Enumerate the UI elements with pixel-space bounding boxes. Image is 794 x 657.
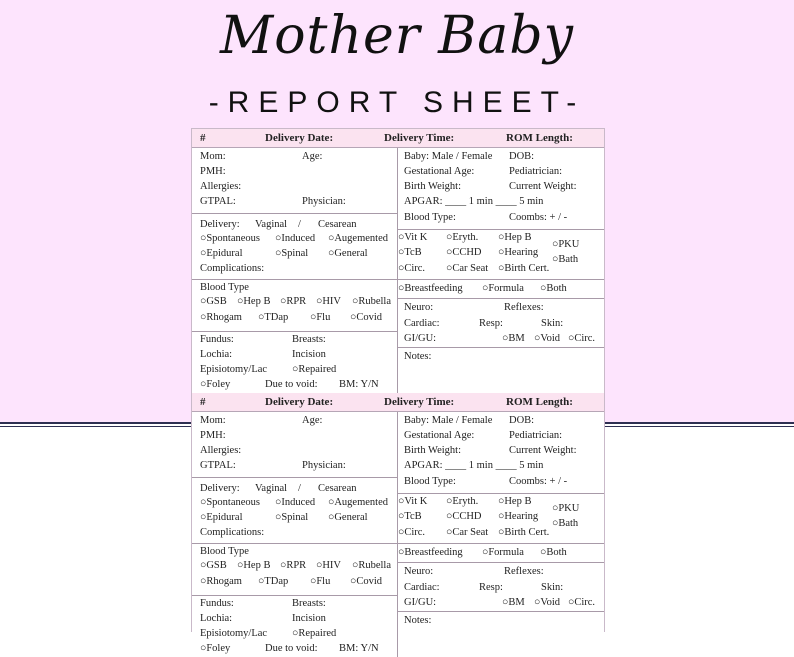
checkbox-spontaneous[interactable]: ○Spontaneous <box>200 497 261 508</box>
birth-cert-label: Birth Cert. <box>504 263 550 274</box>
slash-label: / <box>298 219 301 230</box>
pmh-label: PMH: <box>200 166 226 177</box>
vitk-label: Vit K <box>404 232 428 243</box>
epidural-label: Epidural <box>206 512 243 523</box>
vaginal-label: Vaginal <box>255 483 288 494</box>
tcb-label: TcB <box>404 247 422 258</box>
baby-sex-label: Baby: Male / Female <box>404 151 493 162</box>
bm-label: BM <box>508 597 525 608</box>
checkbox-birth-cert[interactable]: ○Birth Cert. <box>498 527 550 538</box>
checkbox-eryth[interactable]: ○Eryth. <box>446 232 479 243</box>
neuro-label: Neuro: <box>404 566 434 577</box>
eryth-label: Eryth. <box>452 232 479 243</box>
report-sheet <box>191 128 605 654</box>
checkbox-cchd[interactable]: ○CCHD <box>446 247 482 258</box>
spinal-label: Spinal <box>281 248 309 259</box>
checkbox-bath[interactable]: ○Bath <box>552 518 579 529</box>
title-report-sheet: -REPORT SHEET- <box>208 86 586 119</box>
both-label: Both <box>546 547 567 558</box>
coombs-label: Coombs: + / - <box>509 476 568 487</box>
cchd-label: CCHD <box>452 247 482 258</box>
allergies-label: Allergies: <box>200 445 242 456</box>
header-rom-length: ROM Length: <box>506 132 573 144</box>
header-rom-length: ROM Length: <box>506 396 573 408</box>
rpr-label: RPR <box>286 296 307 307</box>
lochia-label: Lochia: <box>200 613 233 624</box>
form-header <box>192 393 604 412</box>
formula-label: Formula <box>488 547 524 558</box>
checkbox-rpr[interactable]: ○RPR <box>280 296 307 307</box>
circ-label: Circ. <box>404 527 426 538</box>
repaired-label: Repaired <box>298 628 337 639</box>
breastfeeding-label: Breastfeeding <box>404 547 463 558</box>
vaginal-label: Vaginal <box>255 219 288 230</box>
cesarean-label: Cesarean <box>318 219 357 230</box>
checkbox-both[interactable]: ○Both <box>540 283 567 294</box>
checkbox-epidural[interactable]: ○Epidural <box>200 512 243 523</box>
mom-column <box>200 412 396 657</box>
checkbox-hiv[interactable]: ○HIV <box>316 296 342 307</box>
mom-label: Mom: <box>200 415 226 426</box>
induced-label: Induced <box>281 233 316 244</box>
hepb-label: Hep B <box>243 560 271 571</box>
checkbox-rpr[interactable]: ○RPR <box>280 560 307 571</box>
checkbox-breastfeeding[interactable]: ○Breastfeeding <box>398 283 463 294</box>
void-label: Void <box>540 597 560 608</box>
blood-type-label: Blood Type <box>200 282 249 293</box>
current-weight-label: Current Weight: <box>509 181 577 192</box>
physician-label: Physician: <box>302 196 346 207</box>
hepb-label: Hep B <box>243 296 271 307</box>
checkbox-circ-gigu[interactable]: ○Circ. <box>568 333 596 344</box>
covid-label: Covid <box>356 576 383 587</box>
tcb-label: TcB <box>404 511 422 522</box>
reflexes-label: Reflexes: <box>504 302 544 313</box>
gtpal-label: GTPAL: <box>200 196 236 207</box>
general-label: General <box>334 248 368 259</box>
gigu-label: GI/GU: <box>404 597 437 608</box>
checkbox-tcb[interactable]: ○TcB <box>398 247 422 258</box>
checkbox-foley[interactable]: ○Foley <box>200 379 231 390</box>
checkbox-vitk[interactable]: ○Vit K <box>398 496 428 507</box>
gsb-label: GSB <box>206 560 227 571</box>
checkbox-circ[interactable]: ○Circ. <box>398 263 426 274</box>
spinal-label: Spinal <box>281 512 309 523</box>
checkbox-repaired[interactable]: ○Repaired <box>292 628 337 639</box>
eryth-label: Eryth. <box>452 496 479 507</box>
flu-label: Flu <box>316 576 331 587</box>
rubella-label: Rubella <box>358 296 392 307</box>
induced-label: Induced <box>281 497 316 508</box>
formula-label: Formula <box>488 283 524 294</box>
car-seat-label: Car Seat <box>452 263 489 274</box>
slash-label: / <box>298 483 301 494</box>
apgar-label: APGAR: ____ 1 min ____ 5 min <box>404 460 544 471</box>
circ-label: Circ. <box>404 263 426 274</box>
checkbox-bath[interactable]: ○Bath <box>552 254 579 265</box>
due-to-void-label: Due to void: <box>265 643 318 654</box>
report-form-1 <box>192 129 604 393</box>
checkbox-covid[interactable]: ○Covid <box>350 312 383 323</box>
checkbox-pku[interactable]: ○PKU <box>552 503 580 514</box>
gigu-label: GI/GU: <box>404 333 437 344</box>
birth-weight-label: Birth Weight: <box>404 445 462 456</box>
checkbox-rubella[interactable]: ○Rubella <box>352 296 392 307</box>
episiotomy-label: Episiotomy/Lac <box>200 628 268 639</box>
apgar-label: APGAR: ____ 1 min ____ 5 min <box>404 196 544 207</box>
baby-blood-type-label: Blood Type: <box>404 212 456 223</box>
episiotomy-label: Episiotomy/Lac <box>200 364 268 375</box>
pku-label: PKU <box>558 503 580 514</box>
current-weight-label: Current Weight: <box>509 445 577 456</box>
tdap-label: TDap <box>264 312 289 323</box>
epidural-label: Epidural <box>206 248 243 259</box>
flu-label: Flu <box>316 312 331 323</box>
header-delivery-time: Delivery Time: <box>384 132 455 144</box>
breasts-label: Breasts: <box>292 598 326 609</box>
checkbox-epidural[interactable]: ○Epidural <box>200 248 243 259</box>
reflexes-label: Reflexes: <box>504 566 544 577</box>
checkbox-hearing[interactable]: ○Hearing <box>498 511 539 522</box>
tdap-label: TDap <box>264 576 289 587</box>
age-label: Age: <box>302 415 323 426</box>
breastfeeding-label: Breastfeeding <box>404 283 463 294</box>
baby-blood-type-label: Blood Type: <box>404 476 456 487</box>
header-number: # <box>200 132 206 144</box>
checkbox-tdap[interactable]: ○TDap <box>258 312 289 323</box>
hiv-label: HIV <box>322 560 342 571</box>
hearing-label: Hearing <box>504 247 539 258</box>
checkbox-vitk[interactable]: ○Vit K <box>398 232 428 243</box>
checkbox-general[interactable]: ○General <box>328 248 368 259</box>
complications-label: Complications: <box>200 527 265 538</box>
hepb-baby-label: Hep B <box>504 496 532 507</box>
rpr-label: RPR <box>286 560 307 571</box>
circ-gigu-label: Circ. <box>574 597 596 608</box>
notes-label: Notes: <box>404 615 432 626</box>
spontaneous-label: Spontaneous <box>206 233 261 244</box>
bm-yn-label: BM: Y/N <box>339 643 379 654</box>
notes-label: Notes: <box>404 351 432 362</box>
checkbox-covid[interactable]: ○Covid <box>350 576 383 587</box>
baby-column <box>398 412 602 657</box>
checkbox-tcb[interactable]: ○TcB <box>398 511 422 522</box>
checkbox-rhogam[interactable]: ○Rhogam <box>200 576 242 587</box>
augemented-label: Augemented <box>334 233 388 244</box>
checkbox-bm[interactable]: ○BM <box>502 597 525 608</box>
resp-label: Resp: <box>479 582 503 593</box>
checkbox-car-seat[interactable]: ○Car Seat <box>446 527 489 538</box>
fundus-label: Fundus: <box>200 598 234 609</box>
mom-column <box>200 148 396 393</box>
checkbox-hiv[interactable]: ○HIV <box>316 560 342 571</box>
gsb-label: GSB <box>206 296 227 307</box>
bm-yn-label: BM: Y/N <box>339 379 379 390</box>
gestational-age-label: Gestational Age: <box>404 166 475 177</box>
dob-label: DOB: <box>509 151 535 162</box>
checkbox-induced[interactable]: ○Induced <box>275 233 316 244</box>
checkbox-general[interactable]: ○General <box>328 512 368 523</box>
general-label: General <box>334 512 368 523</box>
checkbox-repaired[interactable]: ○Repaired <box>292 364 337 375</box>
neuro-label: Neuro: <box>404 302 434 313</box>
checkbox-circ[interactable]: ○Circ. <box>398 527 426 538</box>
checkbox-void[interactable]: ○Void <box>534 597 560 608</box>
checkbox-breastfeeding[interactable]: ○Breastfeeding <box>398 547 463 558</box>
covid-label: Covid <box>356 312 383 323</box>
pmh-label: PMH: <box>200 430 226 441</box>
rhogam-label: Rhogam <box>206 312 242 323</box>
hiv-label: HIV <box>322 296 342 307</box>
delivery-label: Delivery: <box>200 483 240 494</box>
checkbox-hepb-baby[interactable]: ○Hep B <box>498 232 532 243</box>
checkbox-induced[interactable]: ○Induced <box>275 497 316 508</box>
incision-label: Incision <box>292 613 326 624</box>
augemented-label: Augemented <box>334 497 388 508</box>
checkbox-spinal[interactable]: ○Spinal <box>275 512 309 523</box>
pku-label: PKU <box>558 239 580 250</box>
resp-label: Resp: <box>479 318 503 329</box>
birth-weight-label: Birth Weight: <box>404 181 462 192</box>
mom-label: Mom: <box>200 151 226 162</box>
skin-label: Skin: <box>541 582 564 593</box>
rubella-label: Rubella <box>358 560 392 571</box>
hearing-label: Hearing <box>504 511 539 522</box>
repaired-label: Repaired <box>298 364 337 375</box>
skin-label: Skin: <box>541 318 564 329</box>
gestational-age-label: Gestational Age: <box>404 430 475 441</box>
checkbox-eryth[interactable]: ○Eryth. <box>446 496 479 507</box>
pediatrician-label: Pediatrician: <box>509 430 563 441</box>
pediatrician-label: Pediatrician: <box>509 166 563 177</box>
checkbox-formula[interactable]: ○Formula <box>482 283 524 294</box>
header-delivery-date: Delivery Date: <box>265 396 334 408</box>
checkbox-foley[interactable]: ○Foley <box>200 643 231 654</box>
checkbox-hepb[interactable]: ○Hep B <box>237 296 271 307</box>
checkbox-birth-cert[interactable]: ○Birth Cert. <box>498 263 550 274</box>
breasts-label: Breasts: <box>292 334 326 345</box>
birth-cert-label: Birth Cert. <box>504 527 550 538</box>
delivery-label: Delivery: <box>200 219 240 230</box>
checkbox-void[interactable]: ○Void <box>534 333 560 344</box>
checkbox-rhogam[interactable]: ○Rhogam <box>200 312 242 323</box>
checkbox-car-seat[interactable]: ○Car Seat <box>446 263 489 274</box>
age-label: Age: <box>302 151 323 162</box>
spontaneous-label: Spontaneous <box>206 497 261 508</box>
checkbox-spontaneous[interactable]: ○Spontaneous <box>200 233 261 244</box>
header-delivery-date: Delivery Date: <box>265 132 334 144</box>
gtpal-label: GTPAL: <box>200 460 236 471</box>
checkbox-cchd[interactable]: ○CCHD <box>446 511 482 522</box>
physician-label: Physician: <box>302 460 346 471</box>
circ-gigu-label: Circ. <box>574 333 596 344</box>
foley-label: Foley <box>206 379 231 390</box>
checkbox-augemented[interactable]: ○Augemented <box>328 497 388 508</box>
rhogam-label: Rhogam <box>206 576 242 587</box>
checkbox-both[interactable]: ○Both <box>540 547 567 558</box>
bath-label: Bath <box>558 518 579 529</box>
checkbox-hearing[interactable]: ○Hearing <box>498 247 539 258</box>
checkbox-formula[interactable]: ○Formula <box>482 547 524 558</box>
checkbox-spinal[interactable]: ○Spinal <box>275 248 309 259</box>
hepb-baby-label: Hep B <box>504 232 532 243</box>
checkbox-hepb[interactable]: ○Hep B <box>237 560 271 571</box>
checkbox-augemented[interactable]: ○Augemented <box>328 233 388 244</box>
bath-label: Bath <box>558 254 579 265</box>
checkbox-gsb[interactable]: ○GSB <box>200 296 227 307</box>
allergies-label: Allergies: <box>200 181 242 192</box>
report-form-2 <box>192 393 604 657</box>
checkbox-bm[interactable]: ○BM <box>502 333 525 344</box>
checkbox-gsb[interactable]: ○GSB <box>200 560 227 571</box>
checkbox-flu[interactable]: ○Flu <box>310 312 331 323</box>
header-delivery-time: Delivery Time: <box>384 396 455 408</box>
checkbox-hepb-baby[interactable]: ○Hep B <box>498 496 532 507</box>
checkbox-pku[interactable]: ○PKU <box>552 239 580 250</box>
car-seat-label: Car Seat <box>452 527 489 538</box>
both-label: Both <box>546 283 567 294</box>
form-body <box>192 148 604 393</box>
void-label: Void <box>540 333 560 344</box>
coombs-label: Coombs: + / - <box>509 212 568 223</box>
incision-label: Incision <box>292 349 326 360</box>
baby-column <box>398 148 602 393</box>
form-body <box>192 412 604 657</box>
due-to-void-label: Due to void: <box>265 379 318 390</box>
lochia-label: Lochia: <box>200 349 233 360</box>
cchd-label: CCHD <box>452 511 482 522</box>
bm-label: BM <box>508 333 525 344</box>
cesarean-label: Cesarean <box>318 483 357 494</box>
fundus-label: Fundus: <box>200 334 234 345</box>
baby-sex-label: Baby: Male / Female <box>404 415 493 426</box>
foley-label: Foley <box>206 643 231 654</box>
cardiac-label: Cardiac: <box>404 582 440 593</box>
checkbox-flu[interactable]: ○Flu <box>310 576 331 587</box>
title-script: Mother Baby <box>220 6 574 66</box>
form-header <box>192 129 604 148</box>
checkbox-rubella[interactable]: ○Rubella <box>352 560 392 571</box>
blood-type-label: Blood Type <box>200 546 249 557</box>
vitk-label: Vit K <box>404 496 428 507</box>
cardiac-label: Cardiac: <box>404 318 440 329</box>
checkbox-circ-gigu[interactable]: ○Circ. <box>568 597 596 608</box>
checkbox-tdap[interactable]: ○TDap <box>258 576 289 587</box>
dob-label: DOB: <box>509 415 535 426</box>
complications-label: Complications: <box>200 263 265 274</box>
header-number: # <box>200 396 206 408</box>
